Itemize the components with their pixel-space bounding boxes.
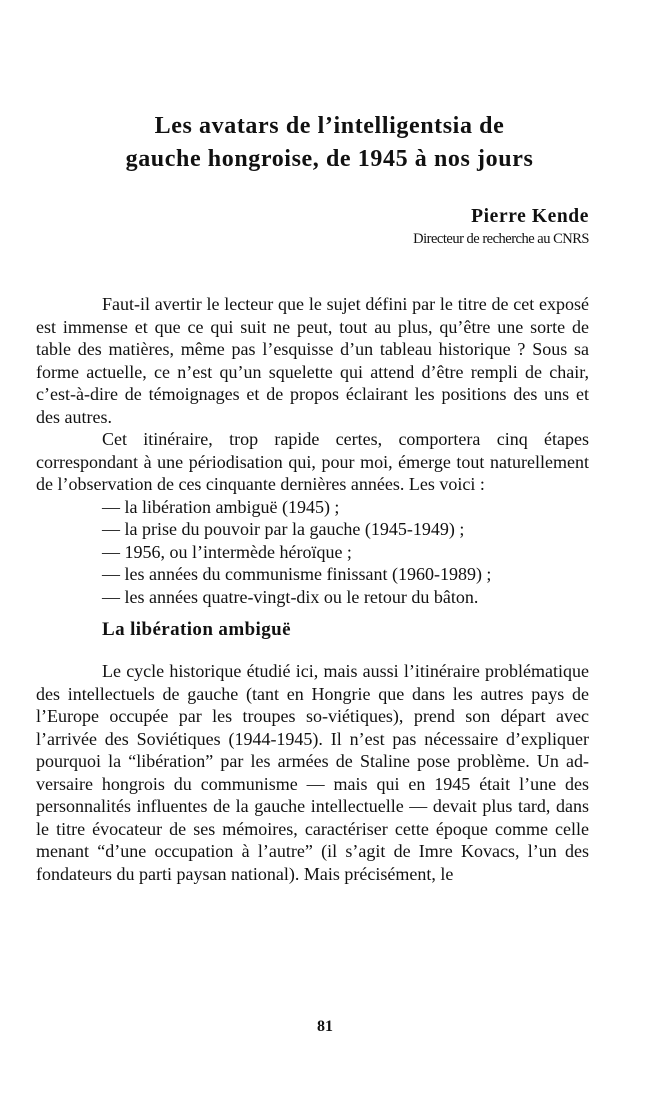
- list-item: — les années du communisme finissant (1960-1989) ;: [102, 564, 492, 584]
- itinerary-paragraph: Cet itinéraire, trop rapide certes, comportera cinq étapes correspondant à une périodisation qui, pour moi, émerge tout naturellement de l’observation de ces cinquante dernières années. Les voici :: [36, 429, 589, 494]
- title-line-2: gauche hongroise, de 1945 à nos jours: [125, 146, 534, 172]
- list-item: — 1956, ou l’intermède héroïque ;: [102, 541, 352, 562]
- section-heading: La libération ambiguë: [102, 619, 291, 640]
- author-block: [36, 205, 589, 249]
- intro-paragraph: Faut-il avertir le lecteur que le sujet défini par le titre de cet exposé est immense et que ce qui suit ne peut, tout au plus, qu’être une sorte de table des matières, même pas l’esquisse d’un tableau historique ? Sous sa forme actuelle, ce n’est qu’un squelette qui attend d’être rempli de chair, c’est-à-dire de témoignages et de propos éclairant les positions des uns et des autres.: [36, 294, 589, 427]
- list-item: — la libération ambiguë (1945) ;: [102, 496, 340, 517]
- page-content: [36, 110, 589, 885]
- list-item: — les années quatre-vingt-dix ou le retour du bâton.: [102, 586, 479, 607]
- body-text: [36, 293, 589, 885]
- article-title: [70, 110, 589, 176]
- author-role: Directeur de recherche au CNRS: [413, 231, 589, 247]
- page-number: 81: [317, 1018, 333, 1035]
- title-line-1: Les avatars de l’intelligentsia de: [154, 113, 505, 139]
- stages-list: [36, 496, 589, 609]
- author-name: Pierre Kende: [471, 206, 589, 227]
- list-item: — la prise du pouvoir par la gauche (1945-1949) ;: [102, 519, 465, 539]
- section-paragraph: Le cycle historique étudié ici, mais aussi l’itinéraire problématique des intellectuels de gauche (tant en Hongrie que dans les autres pays de l’Europe occupée par les troupes so-viétiques), prend son départ avec l’arrivée des Soviétiques (1944-1945). Il n’est pas nécessaire d’expliquer pourquoi la “libération” par les armées de Staline pose problème. Un ad-versaire hongrois du communisme — mais qui en 1945 était l’une des personnalités influentes de la gauche intellectuelle — devait plus tard, dans le titre évocateur de ses mémoires, caractériser cette époque comme celle menant “d’une occupation à l’autre” (il s’agit de Imre Kovacs, l’un des fondateurs du parti paysan national). Mais précisément, le: [36, 661, 589, 884]
